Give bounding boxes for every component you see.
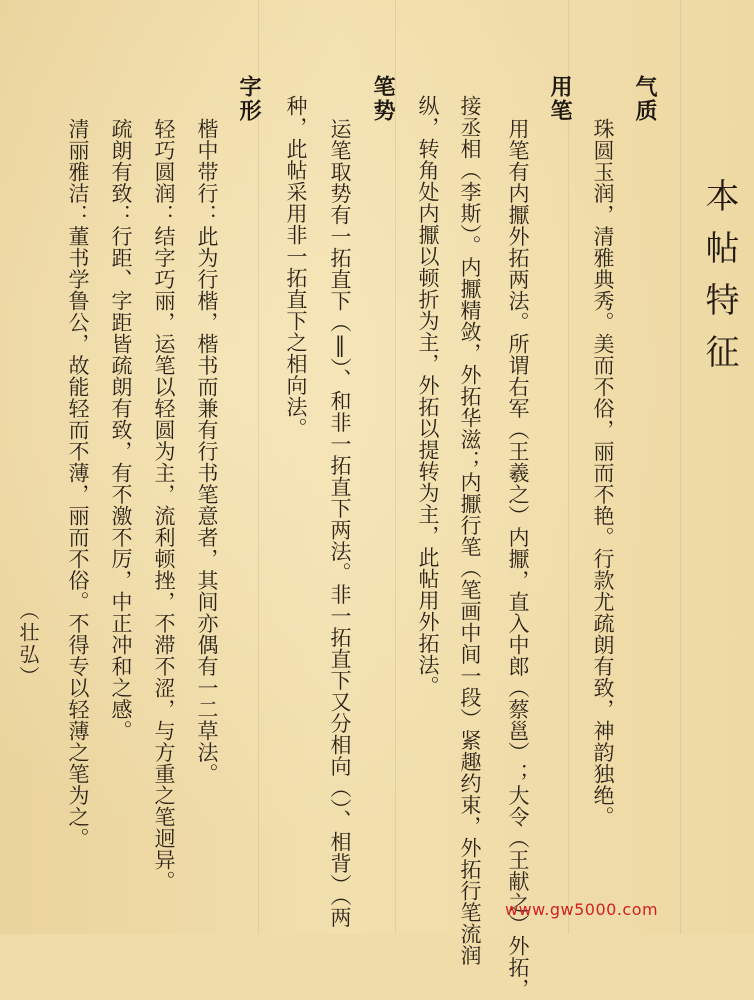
section-text-line: 楷中带行：此为行楷，楷书而兼有行书笔意者，其间亦偶有一二草法。	[195, 118, 219, 785]
section-text-line: 用笔有内擫外拓两法。所谓右军（王羲之）内擫，直入中郎（蔡邕）；大令（王献之）外拓，	[506, 118, 530, 1000]
site-watermark: www.gw5000.com	[505, 900, 659, 919]
section-text-line: 纵，转角处内擫以顿折为主，外拓以提转为主，此帖用外拓法。	[416, 95, 440, 697]
section-text-line: 轻巧圆润：结字巧丽，运笔以轻圆为主，流利顿挫，不滞不涩，与方重之笔迥异。	[152, 118, 176, 892]
column-rule	[680, 0, 681, 934]
section-heading-character-form: 字形	[236, 75, 262, 123]
section-text-line: 运笔取势有一拓直下（‖）、和非一拓直下两法。非一拓直下又分相向（）、相背）（两	[328, 118, 352, 928]
column-rule	[568, 0, 569, 934]
section-text-line: 接丞相（李斯）。内擫精敛，外拓华滋；内擫行笔（笔画中间一段）紧趣约束，外拓行笔流润	[458, 95, 482, 966]
section-heading-momentum: 笔势	[370, 75, 396, 123]
column-rule	[395, 0, 396, 934]
section-text-line: 种，此帖采用非一拓直下之相向法。	[284, 95, 308, 439]
page-title: 本帖特征	[699, 178, 739, 386]
section-heading-temperament: 气质	[632, 75, 658, 123]
author-signature: （壮弘）	[16, 600, 40, 688]
column-rule	[258, 0, 259, 934]
section-text-line: 珠圆玉润，清雅典秀。美而不俗，丽而不艳。行款尤疏朗有致，神韵独绝。	[591, 118, 615, 828]
section-text-line: 清丽雅洁：董书学鲁公，故能轻而不薄，丽而不俗。不得专以轻薄之笔为之。	[66, 118, 90, 849]
section-text-line: 疏朗有致：行距、字距皆疏朗有致，有不激不厉，中正冲和之感。	[109, 118, 133, 742]
section-heading-brushwork: 用笔	[547, 75, 573, 123]
